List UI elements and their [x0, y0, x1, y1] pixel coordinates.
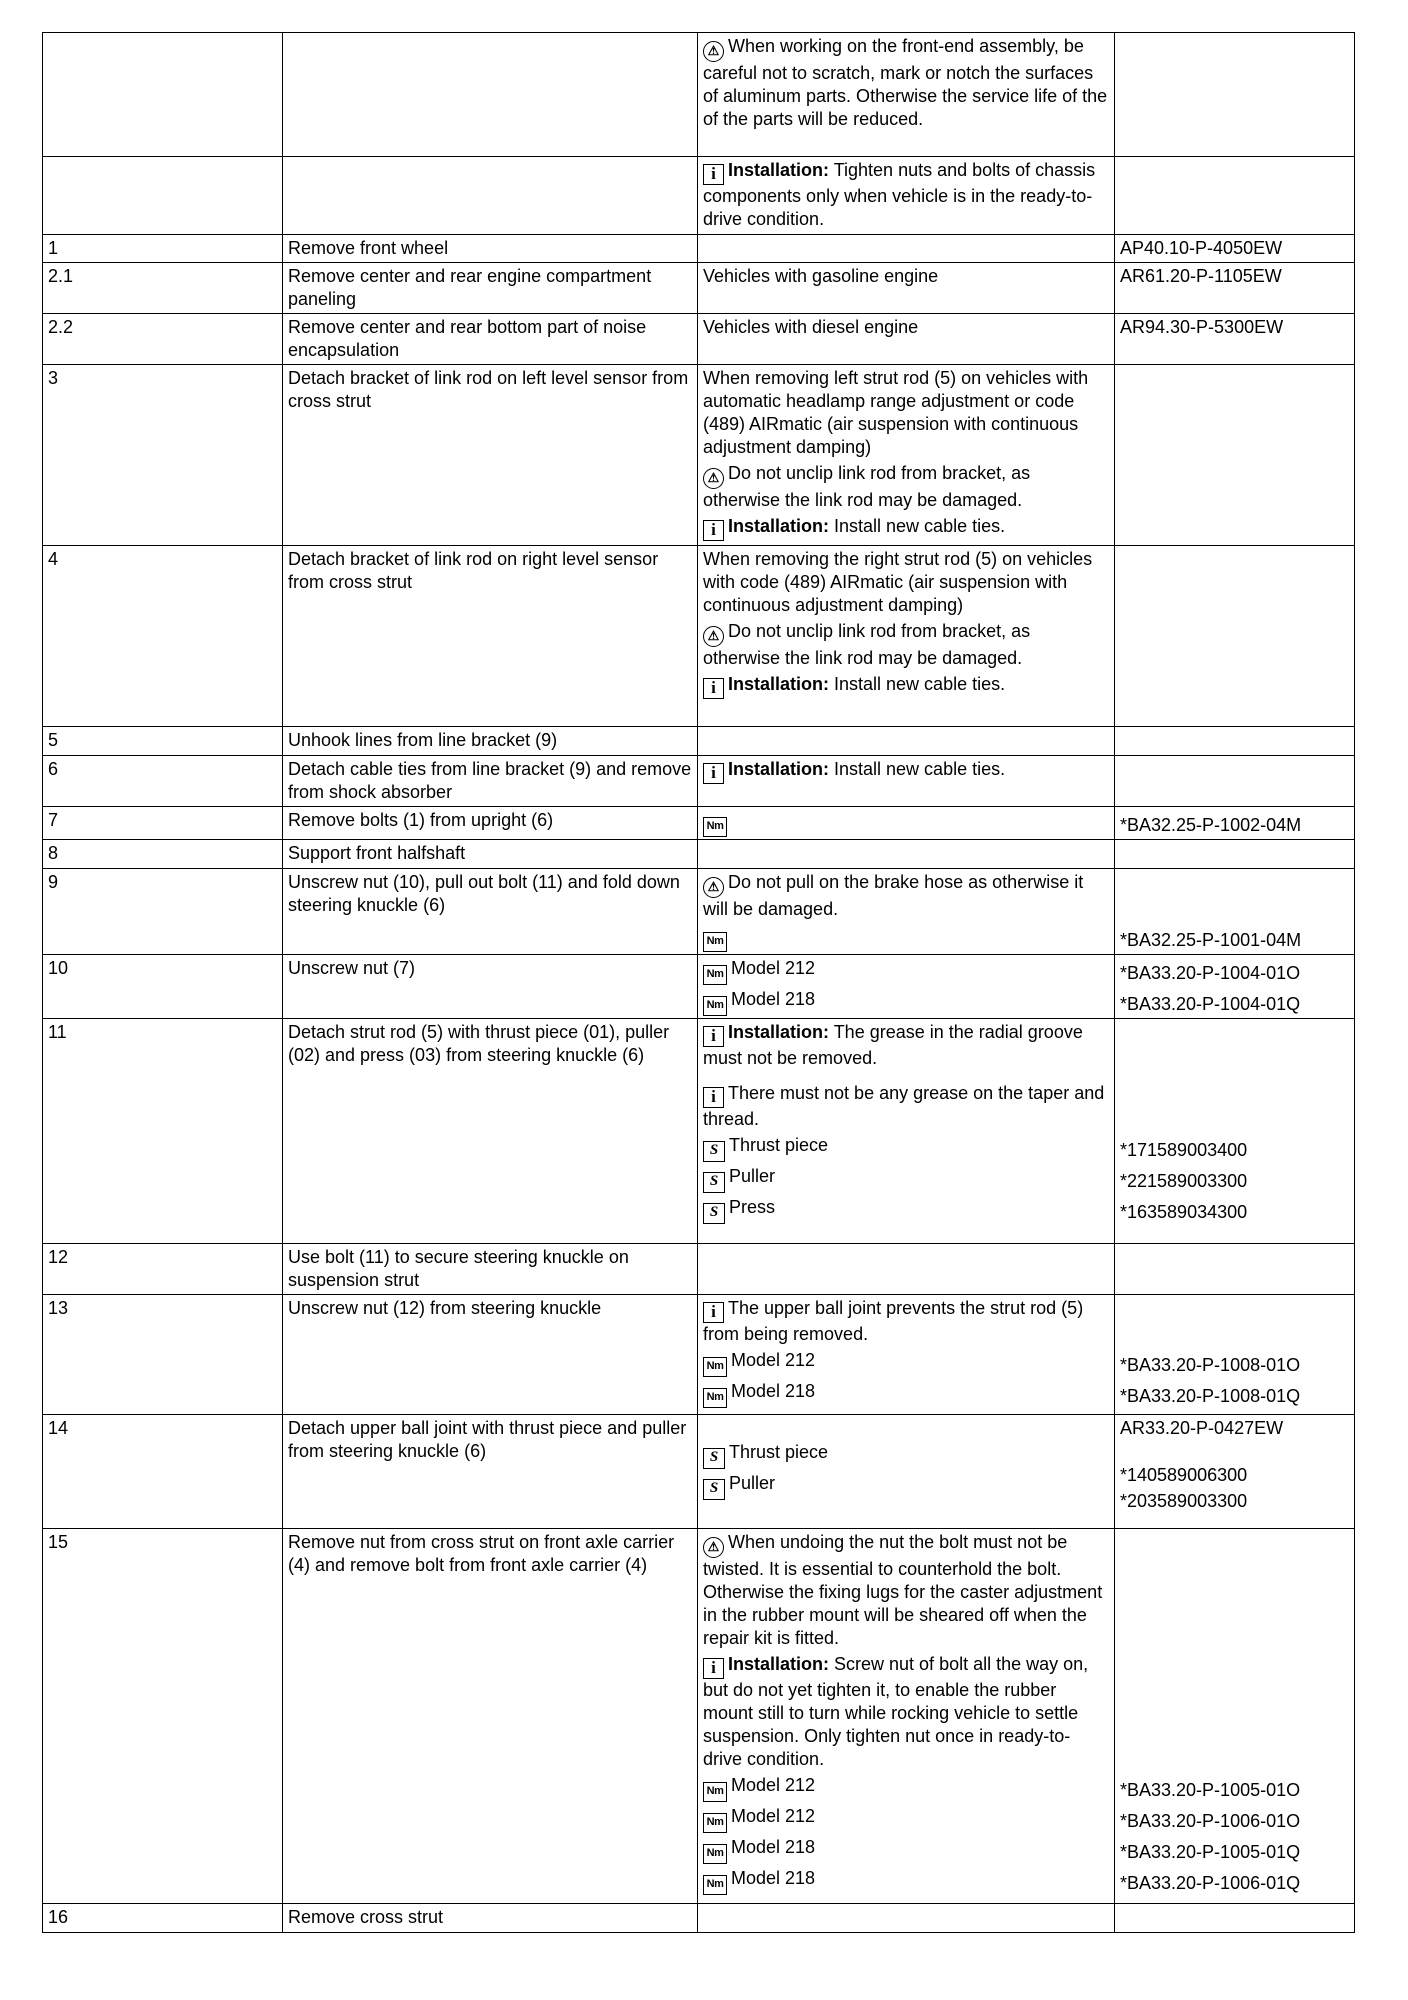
note-line: [703, 809, 1109, 837]
step-number: [43, 33, 283, 157]
step-notes: [698, 869, 1115, 955]
torque-icon: Nm: [703, 1813, 727, 1833]
step-action: Remove cross strut: [283, 1904, 698, 1933]
note-line: [703, 316, 1109, 339]
note-text: When removing left strut rod (5) on vehicles with automatic headlamp range adjustment or code (489) AIRmatic (air suspension with continuous adjustment damping): [703, 368, 1089, 457]
table-row: [43, 955, 1355, 1019]
note-line: [703, 1196, 1109, 1224]
reference-link[interactable]: *BA33.20-P-1004-01O: [1120, 963, 1301, 983]
note-text: Thrust piece: [729, 1442, 829, 1462]
step-notes: [698, 1295, 1115, 1415]
note-text: There must not be any grease on the taper and thread.: [703, 1083, 1105, 1129]
note-line: [703, 1531, 1109, 1650]
note-text: When undoing the nut the bolt must not be twisted. It is essential to counterhold the bolt. Otherwise the fixing lugs for the caster adjustment in the rubber mount will be sheared off when the repair kit is fitted.: [703, 1532, 1103, 1648]
special-tool-icon: S: [703, 1141, 725, 1162]
info-icon: i: [703, 1026, 724, 1047]
step-action: Use bolt (11) to secure steering knuckle on suspension strut: [283, 1244, 698, 1295]
info-icon: i: [703, 1087, 724, 1108]
note-text: The upper ball joint prevents the strut rod (5) from being removed.: [703, 1298, 1084, 1344]
reference-link[interactable]: *BA33.20-P-1005-01O: [1120, 1780, 1301, 1800]
note-text: Vehicles with gasoline engine: [703, 266, 939, 286]
note-line: [703, 1805, 1109, 1833]
step-action: Unscrew nut (10), pull out bolt (11) and fold down steering knuckle (6): [283, 869, 698, 955]
note-text: Model 218: [731, 1837, 816, 1857]
info-icon: i: [703, 1658, 724, 1679]
note-text: Do not unclip link rod from bracket, as otherwise the link rod may be damaged.: [703, 621, 1031, 668]
step-action: Unscrew nut (7): [283, 955, 698, 1019]
step-references: [1115, 869, 1355, 955]
step-references: [1115, 33, 1355, 157]
step-references: [1115, 840, 1355, 869]
note-text: Model 212: [731, 1350, 816, 1370]
step-action: [283, 157, 698, 235]
reference-link: [1120, 1627, 1349, 1650]
info-icon: i: [703, 678, 724, 699]
reference-link[interactable]: *BA33.20-P-1006-01Q: [1120, 1873, 1301, 1893]
step-action: Detach cable ties from line bracket (9) and remove from shock absorber: [283, 756, 698, 807]
note-text: The grease in the radial groove must not be removed.: [703, 1022, 1083, 1068]
reference-link[interactable]: *BA33.20-P-1005-01Q: [1120, 1842, 1301, 1862]
special-tool-icon: S: [703, 1172, 725, 1193]
reference-link[interactable]: AR94.30-P-5300EW: [1120, 317, 1284, 337]
step-references: [1115, 235, 1355, 263]
reference-link[interactable]: *BA33.20-P-1008-01O: [1120, 1355, 1301, 1375]
step-references: [1115, 1244, 1355, 1295]
note-line: [703, 620, 1109, 670]
step-notes: [698, 1019, 1115, 1244]
step-references: [1115, 263, 1355, 314]
note-line: [703, 159, 1109, 231]
torque-icon: Nm: [703, 1357, 727, 1377]
warning-icon: ⚠: [703, 468, 724, 489]
step-references: [1115, 756, 1355, 807]
note-line: [703, 1472, 1109, 1500]
step-number: 2.2: [43, 314, 283, 365]
step-notes: [698, 1415, 1115, 1529]
step-number: 2.1: [43, 263, 283, 314]
step-notes: [698, 756, 1115, 807]
note-line: [703, 924, 1109, 952]
table-row: [43, 869, 1355, 955]
step-action: Remove bolts (1) from upright (6): [283, 807, 698, 840]
step-notes: [698, 33, 1115, 157]
table-row: [43, 1529, 1355, 1904]
step-number: 7: [43, 807, 283, 840]
note-text: Press: [729, 1197, 776, 1217]
procedure-table-body: [43, 33, 1355, 1933]
note-line: [703, 1021, 1109, 1070]
step-action: Detach strut rod (5) with thrust piece (01), puller (02) and press (03) from steering knuckle (6): [283, 1019, 698, 1244]
procedure-table: [42, 32, 1355, 1933]
step-action: Detach bracket of link rod on right level sensor from cross strut: [283, 546, 698, 727]
reference-link[interactable]: *140589006300: [1120, 1465, 1248, 1485]
warning-icon: ⚠: [703, 41, 724, 62]
table-row: [43, 756, 1355, 807]
step-number: 13: [43, 1295, 283, 1415]
note-text: Screw nut of bolt all the way on, but do not yet tighten it, to enable the rubber mount still to turn while rocking vehicle to settle suspension. Only tighten nut once in ready-to-drive condition.: [703, 1654, 1089, 1769]
table-row: [43, 235, 1355, 263]
step-references: [1115, 807, 1355, 840]
table-row: [43, 546, 1355, 727]
step-references: [1115, 727, 1355, 756]
note-text: Model 212: [731, 1775, 816, 1795]
step-references: [1115, 955, 1355, 1019]
step-notes: [698, 157, 1115, 235]
note-line: [703, 1653, 1109, 1771]
note-line: [703, 515, 1109, 541]
note-text: Model 218: [731, 1868, 816, 1888]
note-text: Model 218: [731, 989, 816, 1009]
note-text: Do not unclip link rod from bracket, as otherwise the link rod may be damaged.: [703, 463, 1031, 510]
step-notes: [698, 840, 1115, 869]
step-number: 1: [43, 235, 283, 263]
table-row: [43, 1244, 1355, 1295]
warning-icon: ⚠: [703, 877, 724, 898]
reference-link: [1120, 898, 1349, 921]
step-references: [1115, 1295, 1355, 1415]
note-line: [703, 1380, 1109, 1408]
table-row: [43, 263, 1355, 314]
warning-icon: ⚠: [703, 1537, 724, 1558]
special-tool-icon: S: [703, 1448, 725, 1469]
reference-link: [1120, 1323, 1349, 1346]
reference-link[interactable]: *221589003300: [1120, 1171, 1248, 1191]
special-tool-icon: S: [703, 1203, 725, 1224]
reference-link[interactable]: *BA33.20-P-1008-01Q: [1120, 1386, 1301, 1406]
step-notes: [698, 314, 1115, 365]
step-number: 10: [43, 955, 283, 1019]
note-text: When working on the front-end assembly, be careful not to scratch, mark or notch the surfaces of aluminum parts. Otherwise the service life of the of the parts will be reduced.: [703, 36, 1108, 129]
step-references: [1115, 365, 1355, 546]
table-row: [43, 314, 1355, 365]
torque-icon: Nm: [703, 1388, 727, 1408]
reference-link[interactable]: *163589034300: [1120, 1202, 1248, 1222]
step-notes: [698, 263, 1115, 314]
note-line: [703, 265, 1109, 288]
reference-link[interactable]: *BA32.25-P-1002-04M: [1120, 815, 1302, 835]
installation-label: Installation:: [728, 516, 830, 536]
step-number: 9: [43, 869, 283, 955]
reference-link: [1120, 1047, 1349, 1070]
installation-label: Installation:: [728, 1654, 830, 1674]
step-number: 4: [43, 546, 283, 727]
table-row: [43, 157, 1355, 235]
step-notes: [698, 807, 1115, 840]
step-action: Unscrew nut (12) from steering knuckle: [283, 1295, 698, 1415]
note-text: When removing the right strut rod (5) on vehicles with code (489) AIRmatic (air suspension with continuous adjustment damping): [703, 549, 1093, 615]
step-references: [1115, 1019, 1355, 1244]
step-number: 5: [43, 727, 283, 756]
step-number: 14: [43, 1415, 283, 1529]
note-text: Model 212: [731, 1806, 816, 1826]
torque-icon: Nm: [703, 932, 727, 952]
torque-icon: Nm: [703, 1844, 727, 1864]
note-text: Install new cable ties.: [829, 759, 1006, 779]
note-line: [703, 1134, 1109, 1162]
step-number: 6: [43, 756, 283, 807]
table-row: [43, 1019, 1355, 1244]
step-notes: [698, 1904, 1115, 1933]
step-notes: [698, 1244, 1115, 1295]
reference-link[interactable]: AR33.20-P-0427EW: [1120, 1418, 1284, 1438]
step-notes: [698, 546, 1115, 727]
table-row: [43, 365, 1355, 546]
note-line: [703, 1836, 1109, 1864]
table-row: [43, 807, 1355, 840]
step-number: 15: [43, 1529, 283, 1904]
reference-link[interactable]: AR61.20-P-1105EW: [1120, 266, 1282, 286]
warning-icon: ⚠: [703, 626, 724, 647]
step-references: [1115, 1415, 1355, 1529]
note-line: [703, 1297, 1109, 1346]
step-notes: [698, 235, 1115, 263]
installation-label: Installation:: [728, 674, 830, 694]
table-row: [43, 727, 1355, 756]
torque-icon: Nm: [703, 996, 727, 1016]
reference-link: [1120, 1108, 1349, 1131]
table-row: [43, 1904, 1355, 1933]
torque-icon: Nm: [703, 1875, 727, 1895]
step-references: [1115, 157, 1355, 235]
reference-link: [1120, 1748, 1349, 1771]
step-action: Detach bracket of link rod on left level sensor from cross strut: [283, 365, 698, 546]
step-notes: [698, 727, 1115, 756]
step-references: [1115, 1904, 1355, 1933]
step-action: Remove nut from cross strut on front axle carrier (4) and remove bolt from front axle carrier (4): [283, 1529, 698, 1904]
table-row: [43, 33, 1355, 157]
step-number: 16: [43, 1904, 283, 1933]
info-icon: i: [703, 520, 724, 541]
step-notes: [698, 365, 1115, 546]
reference-link[interactable]: *171589003400: [1120, 1140, 1248, 1160]
note-line: [703, 1349, 1109, 1377]
note-line: [703, 673, 1109, 699]
note-text: Puller: [729, 1473, 776, 1493]
info-icon: i: [703, 1302, 724, 1323]
step-action: Remove center and rear bottom part of noise encapsulation: [283, 314, 698, 365]
reference-link[interactable]: *BA32.25-P-1001-04M: [1120, 930, 1302, 950]
note-text: Install new cable ties.: [829, 516, 1006, 536]
step-number: 8: [43, 840, 283, 869]
reference-link[interactable]: *203589003300: [1120, 1491, 1248, 1511]
reference-link[interactable]: AP40.10-P-4050EW: [1120, 238, 1283, 258]
note-text: Model 212: [731, 958, 816, 978]
note-text: Model 218: [731, 1381, 816, 1401]
note-line: [703, 758, 1109, 784]
note-line: [703, 548, 1109, 617]
note-text: Install new cable ties.: [829, 674, 1006, 694]
table-row: [43, 840, 1355, 869]
step-references: [1115, 546, 1355, 727]
note-line: [703, 462, 1109, 512]
step-number: 3: [43, 365, 283, 546]
torque-icon: Nm: [703, 817, 727, 837]
step-notes: [698, 955, 1115, 1019]
step-action: Unhook lines from line bracket (9): [283, 727, 698, 756]
step-number: 12: [43, 1244, 283, 1295]
note-line: [703, 1774, 1109, 1802]
note-text: Tighten nuts and bolts of chassis components only when vehicle is in the ready-to-drive condition.: [703, 160, 1096, 229]
note-line: [703, 1867, 1109, 1895]
reference-link[interactable]: *BA33.20-P-1004-01Q: [1120, 994, 1301, 1014]
note-line: [703, 988, 1109, 1016]
table-row: [43, 1415, 1355, 1529]
step-action: [283, 33, 698, 157]
note-line: [703, 35, 1109, 131]
note-line: [703, 367, 1109, 459]
step-notes: [698, 1529, 1115, 1904]
step-action: Remove front wheel: [283, 235, 698, 263]
note-line: [703, 957, 1109, 985]
info-icon: i: [703, 763, 724, 784]
step-references: [1115, 314, 1355, 365]
installation-label: Installation:: [728, 160, 830, 180]
step-action: Support front halfshaft: [283, 840, 698, 869]
table-row: [43, 1295, 1355, 1415]
installation-label: Installation:: [728, 1022, 830, 1042]
note-text: Puller: [729, 1166, 776, 1186]
note-line: [703, 1441, 1109, 1469]
torque-icon: Nm: [703, 1782, 727, 1802]
note-text: Thrust piece: [729, 1135, 829, 1155]
info-icon: i: [703, 164, 724, 185]
step-action: Detach upper ball joint with thrust piece and puller from steering knuckle (6): [283, 1415, 698, 1529]
torque-icon: Nm: [703, 965, 727, 985]
special-tool-icon: S: [703, 1479, 725, 1500]
note-line: [703, 1165, 1109, 1193]
step-number: 11: [43, 1019, 283, 1244]
note-line: [703, 1082, 1109, 1131]
reference-link[interactable]: *BA33.20-P-1006-01O: [1120, 1811, 1301, 1831]
step-action: Remove center and rear engine compartment paneling: [283, 263, 698, 314]
step-references: [1115, 1529, 1355, 1904]
note-text: Vehicles with diesel engine: [703, 317, 919, 337]
note-text: Do not pull on the brake hose as otherwise it will be damaged.: [703, 872, 1084, 919]
note-line: [703, 871, 1109, 921]
step-number: [43, 157, 283, 235]
installation-label: Installation:: [728, 759, 830, 779]
